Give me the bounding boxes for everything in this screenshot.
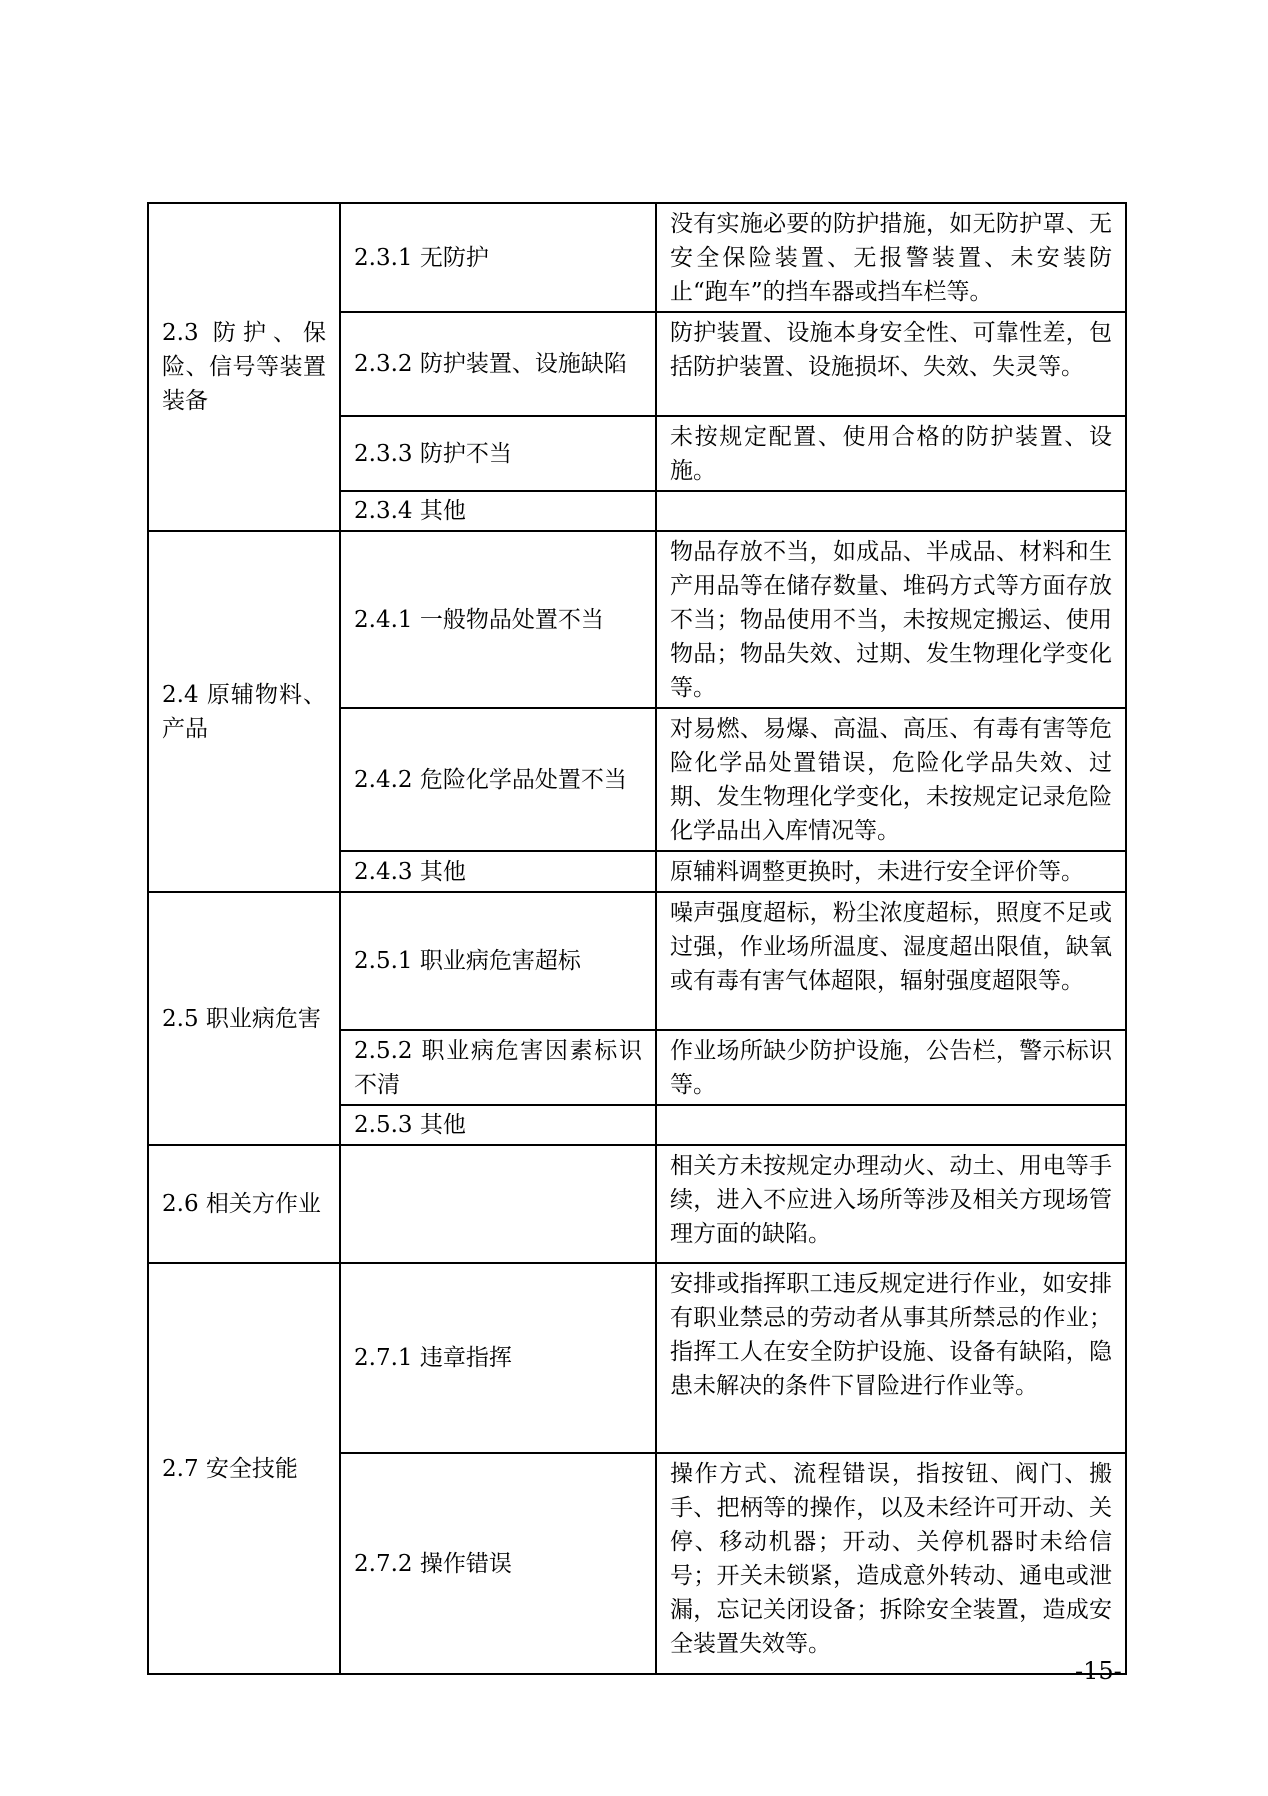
category-cell: 2.5 职业病危害 (148, 892, 340, 1145)
category-cell: 2.6 相关方作业 (148, 1145, 340, 1263)
subcategory-cell: 2.5.3 其他 (340, 1105, 656, 1145)
table-row (148, 531, 1126, 708)
description-cell: 操作方式、流程错误，指按钮、阀门、搬手、把柄等的操作，以及未经许可开动、关停、移动机器；开动、关停机器时未给信号；开关未锁紧，造成意外转动、通电或泄漏，忘记关闭设备；拆除安全装置，造成安全装置失效等。 (656, 1453, 1126, 1674)
description-cell (656, 1105, 1126, 1145)
subcategory-cell: 2.3.4 其他 (340, 491, 656, 531)
category-cell: 2.3 防护、保险、信号等装置装备 (148, 203, 340, 531)
subcategory-cell: 2.7.1 违章指挥 (340, 1263, 656, 1453)
table-row (148, 892, 1126, 1030)
subcategory-cell: 2.4.2 危险化学品处置不当 (340, 708, 656, 851)
hazard-classification-table (147, 202, 1127, 1675)
description-cell: 未按规定配置、使用合格的防护装置、设施。 (656, 416, 1126, 491)
category-cell: 2.7 安全技能 (148, 1263, 340, 1674)
subcategory-cell: 2.3.2 防护装置、设施缺陷 (340, 312, 656, 416)
table-row (148, 1145, 1126, 1263)
subcategory-cell: 2.5.1 职业病危害超标 (340, 892, 656, 1030)
subcategory-cell (340, 1145, 656, 1263)
subcategory-cell: 2.5.2 职业病危害因素标识不清 (340, 1030, 656, 1105)
description-cell: 作业场所缺少防护设施，公告栏，警示标识等。 (656, 1030, 1126, 1105)
subcategory-cell: 2.4.1 一般物品处置不当 (340, 531, 656, 708)
description-cell: 相关方未按规定办理动火、动土、用电等手续，进入不应进入场所等涉及相关方现场管理方面的缺陷。 (656, 1145, 1126, 1263)
category-cell: 2.4 原辅物料、产品 (148, 531, 340, 892)
table-row (148, 1263, 1126, 1453)
description-cell: 噪声强度超标，粉尘浓度超标，照度不足或过强，作业场所温度、湿度超出限值，缺氧或有毒有害气体超限，辐射强度超限等。 (656, 892, 1126, 1030)
description-cell: 没有实施必要的防护措施，如无防护罩、无安全保险装置、无报警装置、未安装防止“跑车”的挡车器或挡车栏等。 (656, 203, 1126, 312)
description-cell: 防护装置、设施本身安全性、可靠性差，包括防护装置、设施损坏、失效、失灵等。 (656, 312, 1126, 416)
subcategory-cell: 2.7.2 操作错误 (340, 1453, 656, 1674)
subcategory-cell: 2.4.3 其他 (340, 851, 656, 892)
description-cell: 安排或指挥职工违反规定进行作业，如安排有职业禁忌的劳动者从事其所禁忌的作业；指挥工人在安全防护设施、设备有缺陷，隐患未解决的条件下冒险进行作业等。 (656, 1263, 1126, 1453)
page-number: -15- (1075, 1657, 1122, 1685)
subcategory-cell: 2.3.3 防护不当 (340, 416, 656, 491)
description-cell: 物品存放不当，如成品、半成品、材料和生产用品等在储存数量、堆码方式等方面存放不当；物品使用不当，未按规定搬运、使用物品；物品失效、过期、发生物理化学变化等。 (656, 531, 1126, 708)
description-cell: 原辅料调整更换时，未进行安全评价等。 (656, 851, 1126, 892)
description-cell: 对易燃、易爆、高温、高压、有毒有害等危险化学品处置错误，危险化学品失效、过期、发生物理化学变化，未按规定记录危险化学品出入库情况等。 (656, 708, 1126, 851)
description-cell (656, 491, 1126, 531)
table-row (148, 203, 1126, 312)
subcategory-cell: 2.3.1 无防护 (340, 203, 656, 312)
